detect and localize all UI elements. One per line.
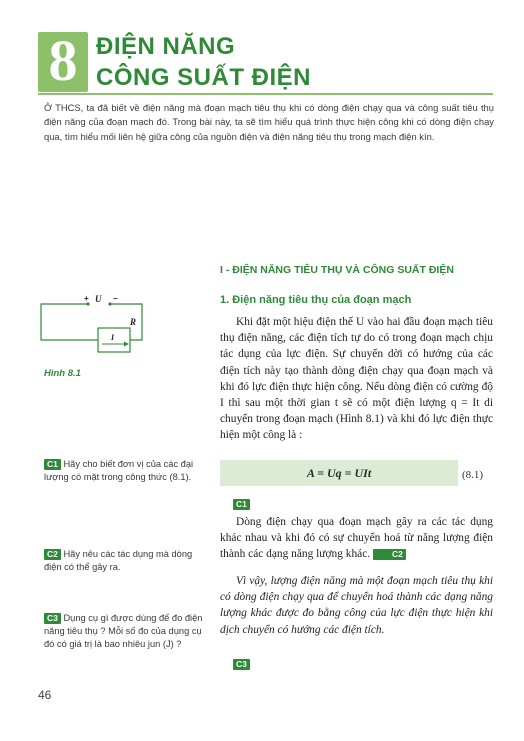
- question-c2-text: Hãy nêu các tác dụng mà dòng điện có thể gây ra.: [44, 549, 193, 573]
- c3-badge-label: C3: [233, 659, 250, 670]
- c3-badge: C3: [44, 613, 61, 624]
- circuit-wire: [41, 304, 98, 340]
- section-heading: I - ĐIỆN NĂNG TIÊU THỤ VÀ CÔNG SUẤT ĐIỆN: [220, 264, 454, 276]
- formula: A = Uq = UIt: [306, 466, 372, 480]
- c2-badge-main: C2: [373, 549, 406, 560]
- question-c3-text: Dụng cụ gì được dùng để đo điện năng tiêu thụ ? Mỗi số đo của dụng cụ đó có giá trị là bao nhiêu jun (J) ?: [44, 613, 203, 650]
- subsection-heading: 1. Điện năng tiêu thụ của đoạn mạch: [220, 294, 412, 306]
- paragraph-3: [220, 573, 493, 638]
- intro-paragraph: Ở THCS, ta đã biết về điện năng mà đoạn mạch tiêu thụ khi có dòng điện chạy qua và công suất tiêu thụ điện năng của đoạn mạch đó. Trong bài này, ta sẽ tìm hiểu quá trình thực hiện công khi có dòng điện chạy qua, tìm hiểu mối liên hệ giữa công của nguồn điện và điện năng tiêu thụ trong mạch điện kín.: [44, 102, 494, 142]
- label-u: U: [95, 294, 102, 304]
- c1-badge-main: [233, 496, 250, 514]
- label-r: R: [130, 317, 137, 327]
- terminal-minus: [108, 302, 111, 305]
- paragraph-2: [220, 514, 493, 563]
- circuit-diagram: [38, 292, 148, 362]
- paragraph-1: Khi đặt một hiệu điện thế U vào hai đầu đoạn mạch tiêu thụ điện năng, các điện tích tự do có trong đoạn mạch chịu tác dụng của lực điện. Sự chuyển dời có hướng của các điện tích này tạo thành dòng điện chạy qua đoạn mạch và khi đó lực điện thực hiện công. Nếu dòng điện có cường độ I thì sau một thời gian t sẽ có một điện lượng q = It di chuyển trong đoạn mạch (Hình 8.1) và khi đó lực điện thực hiện một công là :: [220, 316, 493, 442]
- paragraph-3-text: Vì vậy, lượng điện năng mà một đoạn mạch tiêu thụ khi có dòng điện chạy qua để chuyển hoá thành các dạng năng lượng khác được đo bằng công của lực điện thực hiện khi dịch chuyển có hướng các điện tích.: [220, 575, 493, 636]
- question-c1-text: Hãy cho biết đơn vị của các đại lượng có mặt trong công thức (8.1).: [44, 459, 194, 483]
- paragraph-2-text: Dòng điện chạy qua đoạn mạch gây ra các tác dụng khác nhau và khi đó có sự chuyển hoá từ năng lượng điện thành các dạng năng lượng khác.: [220, 516, 493, 561]
- page-number: 46: [38, 688, 52, 702]
- figure-caption: Hình 8.1: [44, 368, 81, 379]
- question-c1: [44, 458, 204, 484]
- c1-badge-label: C1: [233, 499, 250, 510]
- c3-badge-main: [233, 656, 250, 674]
- formula-number: (8.1): [462, 469, 484, 481]
- header-divider: [38, 93, 493, 95]
- c2-badge: C2: [44, 549, 61, 560]
- question-c3: [44, 612, 204, 652]
- label-i: I: [111, 333, 115, 342]
- c1-badge: C1: [44, 459, 61, 470]
- chapter-title-line2: CÔNG SUẤT ĐIỆN: [96, 64, 312, 91]
- question-c2: [44, 548, 204, 574]
- plus-sign: +: [84, 294, 89, 303]
- minus-sign: −: [113, 294, 118, 303]
- chapter-title-line1: ĐIỆN NĂNG: [96, 33, 236, 60]
- chapter-number: 8: [48, 28, 78, 93]
